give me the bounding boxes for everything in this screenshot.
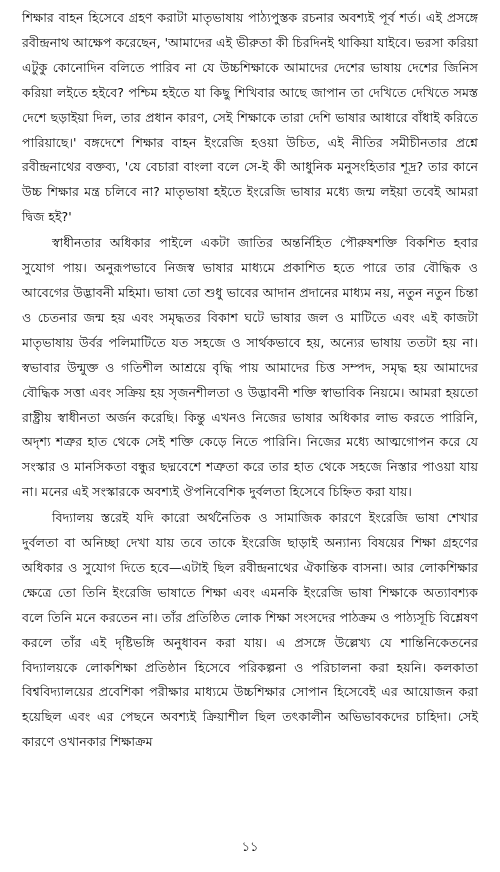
paragraph-2: স্বাধীনতার অধিকার পাইলে একটা জাতির অন্তর্নিহিত পৌরুষশক্তি বিকশিত হবার সুযোগ পায়। অনুরূপভাবে নিজস্ব ভাষার মাধ্যমে প্রকাশিত হতে পারে তার বৌদ্ধিক ও আবেগের উদ্ভাবনী মহিমা। ভাষা তো শুধু ভাবের আদান প্রদানের মাধ্যম নয়, নতুন নতুন চিন্তা ও চেতনার জন্ম হয় এবং সমৃদ্ধতর বিকাশ ঘটে ভাষার জল ও মাটিতে এবং এই কাজটা মাতৃভাষায় উর্বর পলিমাটিতে যত সহজে ও সার্থকভাবে হয়, অন্যের ভাষায় ততটা হয় না। স্বভাবার উন্মুক্ত ও গতিশীল আশ্রয়ে বৃদ্ধি পায় আমাদের চিত্ত সম্পদ, সমৃদ্ধ হয় আমাদের বৌদ্ধিক সত্তা এবং সক্রিয় হয় সৃজনশীলতা ও উদ্ভাবনী শক্তি স্বাভাবিক নিয়মে। আমরা হয়তো রাষ্ট্রীয় স্বাধীনতা অর্জন করেছি। কিন্তু এখনও নিজের ভাষার অধিকার লাভ করতে পারিনি, অদৃশ্য শত্রুর হাত থেকে সেই শক্তি কেড়ে নিতে পারিনি। নিজের মধ্যে আত্মগোপন করে যে সংস্কার ও মানসিকতা বন্ধুর ছদ্মবেশে শত্রুতা করে তার হাত থেকে সহজে নিস্তার পাওয়া যায় না। মনের এই সংস্কারকে অবশ্যই ঔপনিবেশিক দুর্বলতা হিসেবে চিহ্নিত করা যায়। bbox=[22, 235, 478, 500]
paragraph-1: শিক্ষার বাহন হিসেবে গ্রহণ করাটা মাতৃভাষায় পাঠ্যপুস্তক রচনার অবশ্যই পূর্ব শর্ত। এই প্রসঙ্গে রবীন্দ্রনাথ আক্ষেপ করেছেন, 'আমাদের এই ভীরুতা কী চিরদিনই থাকিয়া যাইবে। ভরসা করিয়া এটুকু কোনোদিন বলিতে পারিব না যে উচ্চশিক্ষাকে আমাদের দেশের ভাষায় দেশের জিনিস করিয়া লইতে হইবে? পশ্চিম হইতে যা কিছু শিখিবার আছে জাপান তা দেখিতে দেখিতে সমস্ত দেশে ছড়াইয়া দিল, তার প্রধান কারণ, সেই শিক্ষাকে তারা দেশি ভাষার আধারে বাঁধাই করিতে পারিয়াছে।' বঙ্গদেশে শিক্ষার বাহন ইংরেজি হওয়া উচিত, এই নীতির সমীচীনতার প্রশ্নে রবীন্দ্রনাথের বক্তব্য, 'যে বেচারা বাংলা বলে সে-ই কী আধুনিক মনুসংহিতার শূদ্র? তার কানে উচ্চ শিক্ষার মন্ত্র চলিবে না? মাতৃভাষা হইতে ইংরেজি ভাষার মধ্যে জন্ম লইয়া তবেই আমরা দ্বিজ হই?' bbox=[22, 10, 478, 225]
page-number: ১১ bbox=[241, 840, 259, 855]
paragraph-3: বিদ্যালয় স্তরেই যদি কারো অর্থনৈতিক ও সামাজিক কারণে ইংরেজি ভাষা শেখার দুর্বলতা বা অনিচ্ছা দেখা যায় তবে তাকে ইংরেজি ছাড়াই অন্যান্য বিষয়ের শিক্ষা গ্রহণের অধিকার ও সুযোগ দিতে হবে—এটাই ছিল রবীন্দ্রনাথের ঐকান্তিক বাসনা। আর লোকশিক্ষার ক্ষেত্রে তো তিনি ইংরেজি ভাষাতে শিক্ষা এবং এমনকি ইংরেজি ভাষা শিক্ষাকে অত্যাবশ্যক বলে তিনি মনে করতেন না। তাঁর প্রতিষ্ঠিত লোক শিক্ষা সংসদের পাঠক্রম ও পাঠ্যসূচি বিশ্লেষণ করলে তাঁর এই দৃষ্টিভঙ্গি অনুধাবন করা যায়। এ প্রসঙ্গে উল্লেখ্য যে শান্তিনিকেতনের বিদ্যালয়কে লোকশিক্ষা প্রতিষ্ঠান হিসেবে পরিকল্পনা ও পরিচালনা করা হয়নি। কলকাতা বিশ্ববিদ্যালয়ের প্রবেশিকা পরীক্ষার মাধ্যমে উচ্চশিক্ষার সোপান হিসেবেই এর আয়োজন করা হয়েছিল এবং এর পেছনে অবশ্যই ক্রিয়াশীল ছিল তৎকালীন অভিভাবকদের চাহিদা। সেই কারণে ওখানকার শিক্ষাক্রম bbox=[22, 510, 478, 750]
